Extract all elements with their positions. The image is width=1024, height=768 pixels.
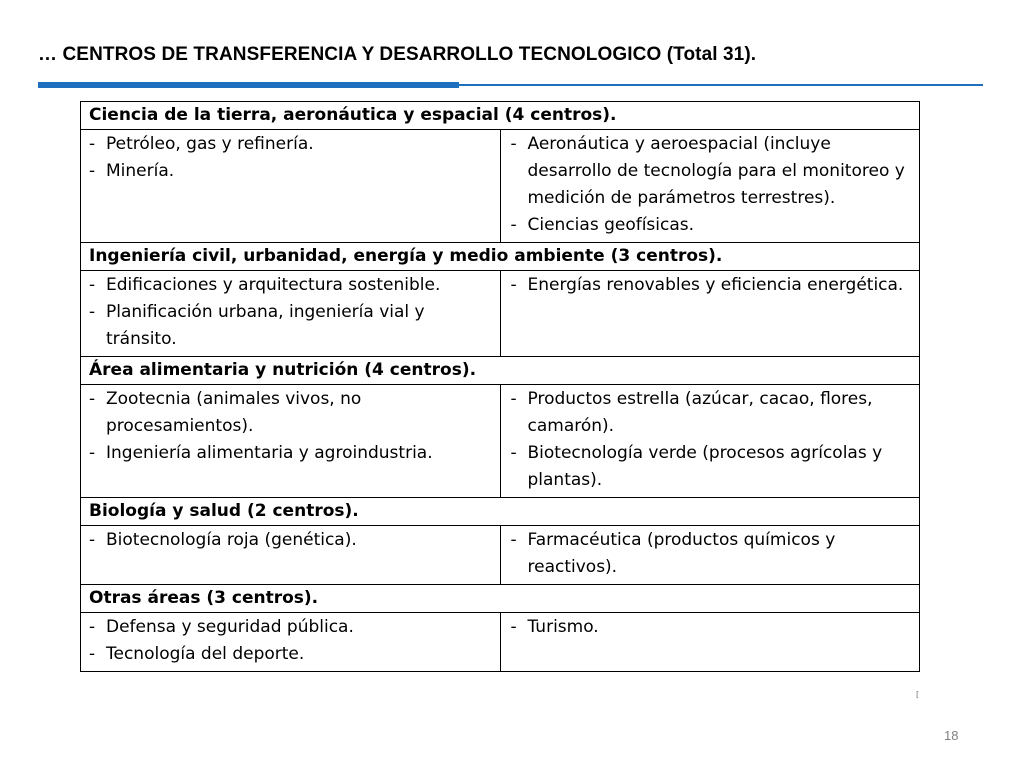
section-header-row bbox=[81, 243, 920, 271]
bullet-dash: - bbox=[89, 161, 96, 181]
section-header-row bbox=[81, 498, 920, 526]
list-item bbox=[89, 158, 496, 185]
list-item bbox=[89, 272, 496, 299]
left-item-list bbox=[89, 131, 496, 185]
title-underline-thin bbox=[459, 84, 983, 86]
list-item-text: Ingeniería alimentaria y agroindustria. bbox=[106, 443, 433, 463]
list-item-text: Turismo. bbox=[527, 617, 599, 637]
section-right-cell bbox=[500, 130, 920, 243]
slide-title: … CENTROS DE TRANSFERENCIA Y DESARROLLO TECNOLOGICO (Total 31). bbox=[38, 44, 757, 65]
list-item-text: Aeronáutica y aeroespacial (incluye desarrollo de tecnología para el monitoreo y medición de parámetros terrestres). bbox=[527, 134, 905, 208]
list-item bbox=[89, 527, 496, 554]
list-item-text: Biotecnología roja (genética). bbox=[106, 530, 357, 550]
right-item-list bbox=[511, 272, 916, 299]
bullet-dash: - bbox=[89, 617, 96, 637]
bullet-dash: - bbox=[510, 530, 517, 550]
list-item-text: Zootecnia (animales vivos, no procesamientos). bbox=[106, 389, 362, 436]
list-item-text: Energías renovables y eficiencia energética. bbox=[527, 275, 904, 295]
section-left-cell bbox=[81, 271, 501, 357]
section-body-row bbox=[81, 385, 920, 498]
list-item bbox=[511, 272, 916, 299]
left-item-list bbox=[89, 614, 496, 668]
bullet-dash: - bbox=[510, 389, 517, 409]
bullet-dash: - bbox=[510, 617, 517, 637]
bullet-dash: - bbox=[510, 134, 517, 154]
centers-table-container bbox=[80, 101, 920, 672]
left-item-list bbox=[89, 527, 496, 554]
section-left-cell bbox=[81, 613, 501, 672]
section-body-row bbox=[81, 130, 920, 243]
list-item-text: Edificaciones y arquitectura sostenible. bbox=[106, 275, 441, 295]
section-right-cell bbox=[500, 271, 920, 357]
section-header-row bbox=[81, 102, 920, 130]
left-item-list bbox=[89, 272, 496, 353]
list-item bbox=[89, 614, 496, 641]
list-item bbox=[89, 299, 496, 353]
list-item bbox=[511, 527, 916, 581]
section-right-cell bbox=[500, 385, 920, 498]
bullet-dash: - bbox=[510, 215, 517, 235]
list-item-text: Tecnología del deporte. bbox=[106, 644, 305, 664]
list-item-text: Minería. bbox=[106, 161, 175, 181]
section-body-row bbox=[81, 526, 920, 585]
list-item bbox=[511, 614, 916, 641]
list-item bbox=[511, 131, 916, 212]
centers-table bbox=[80, 101, 920, 672]
list-item-text: Farmacéutica (productos químicos y reactivos). bbox=[527, 530, 836, 577]
corner-mark: [ bbox=[916, 690, 920, 699]
section-header: Ingeniería civil, urbanidad, energía y medio ambiente (3 centros). bbox=[81, 243, 920, 271]
section-header: Ciencia de la tierra, aeronáutica y espacial (4 centros). bbox=[81, 102, 920, 130]
list-item bbox=[511, 440, 916, 494]
list-item-text: Biotecnología verde (procesos agrícolas y plantas). bbox=[527, 443, 883, 490]
list-item bbox=[89, 131, 496, 158]
list-item bbox=[89, 386, 496, 440]
section-right-cell bbox=[500, 613, 920, 672]
section-left-cell bbox=[81, 526, 501, 585]
bullet-dash: - bbox=[89, 389, 96, 409]
bullet-dash: - bbox=[89, 275, 96, 295]
section-header-row bbox=[81, 357, 920, 385]
right-item-list bbox=[511, 386, 916, 494]
right-item-list bbox=[511, 527, 916, 581]
bullet-dash: - bbox=[89, 530, 96, 550]
section-header: Biología y salud (2 centros). bbox=[81, 498, 920, 526]
list-item bbox=[89, 440, 496, 467]
right-item-list bbox=[511, 131, 916, 239]
list-item-text: Productos estrella (azúcar, cacao, flores, camarón). bbox=[527, 389, 873, 436]
section-body-row bbox=[81, 613, 920, 672]
section-header: Otras áreas (3 centros). bbox=[81, 585, 920, 613]
right-item-list bbox=[511, 614, 916, 641]
section-header: Área alimentaria y nutrición (4 centros). bbox=[81, 357, 920, 385]
list-item-text: Petróleo, gas y refinería. bbox=[106, 134, 314, 154]
list-item bbox=[511, 386, 916, 440]
list-item bbox=[511, 212, 916, 239]
page-number: 18 bbox=[944, 728, 959, 743]
section-right-cell bbox=[500, 526, 920, 585]
title-underline-thick bbox=[38, 82, 459, 88]
section-body-row bbox=[81, 271, 920, 357]
bullet-dash: - bbox=[89, 302, 96, 322]
list-item bbox=[89, 641, 496, 668]
centers-table-body bbox=[81, 102, 920, 672]
left-item-list bbox=[89, 386, 496, 467]
section-left-cell bbox=[81, 130, 501, 243]
list-item-text: Planificación urbana, ingeniería vial y tránsito. bbox=[106, 302, 425, 349]
bullet-dash: - bbox=[89, 443, 96, 463]
bullet-dash: - bbox=[89, 644, 96, 664]
bullet-dash: - bbox=[510, 443, 517, 463]
list-item-text: Ciencias geofísicas. bbox=[527, 215, 695, 235]
bullet-dash: - bbox=[89, 134, 96, 154]
list-item-text: Defensa y seguridad pública. bbox=[106, 617, 354, 637]
section-left-cell bbox=[81, 385, 501, 498]
bullet-dash: - bbox=[510, 275, 517, 295]
section-header-row bbox=[81, 585, 920, 613]
